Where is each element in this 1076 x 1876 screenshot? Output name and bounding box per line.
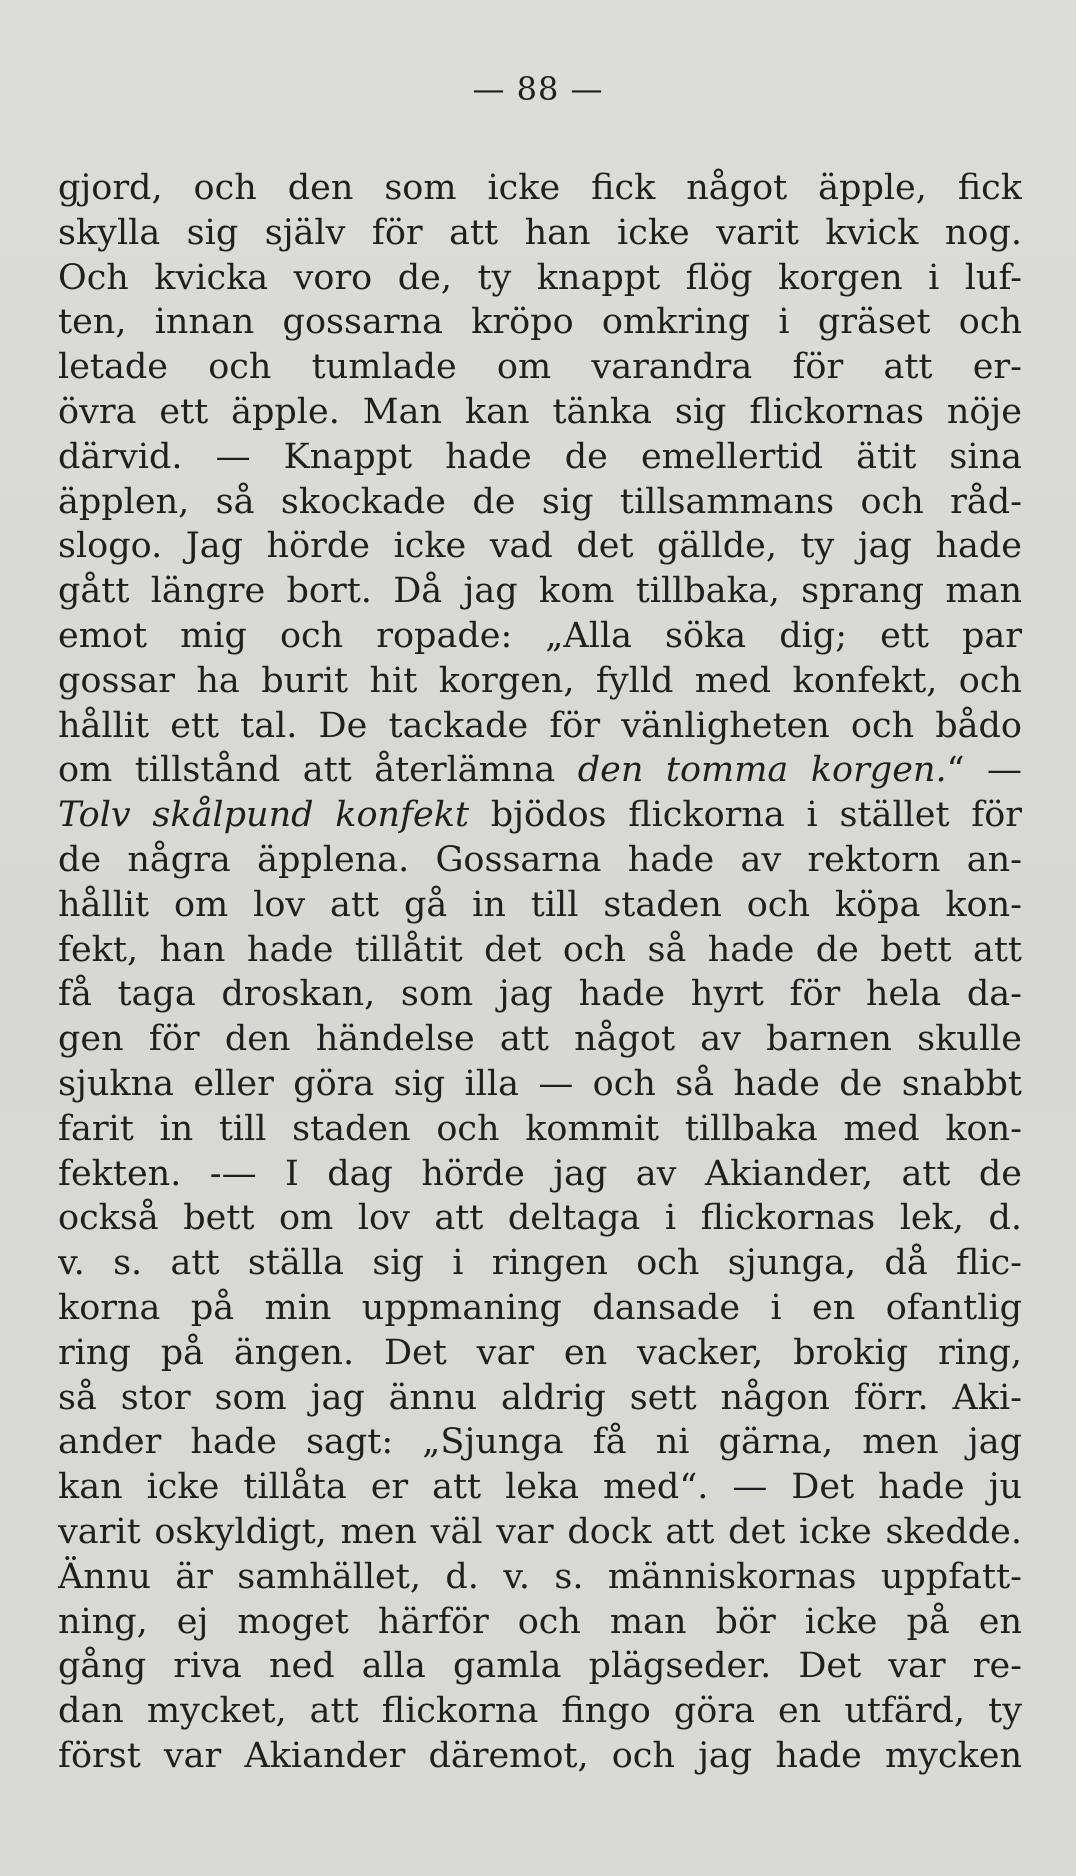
text-line: korna på min uppmaning dansade i en ofantlig: [58, 1287, 1022, 1328]
text-line: så stor som jag ännu aldrig sett någon förr. Aki-: [58, 1377, 1022, 1418]
text-line: kan icke tillåta er att leka med“. — Det hade ju: [58, 1467, 1022, 1508]
text-line: ning, ej moget härför och man bör icke på en: [58, 1601, 1022, 1642]
text-line: letade och tumlade om varandra för att er-: [58, 347, 1022, 388]
text-line-with-italic: [58, 748, 1022, 793]
text-line: emot mig och ropade: „Alla söka dig; ett par: [58, 615, 1022, 656]
text-line: äpplen, så skockade de sig tillsammans och råd-: [58, 481, 1022, 522]
text-line: gått längre bort. Då jag kom tillbaka, sprang man: [58, 571, 1022, 612]
text-line: få taga droskan, som jag hade hyrt för hela da-: [58, 974, 1022, 1015]
text-line: skylla sig själv för att han icke varit kvick nog.: [58, 212, 1022, 253]
italic-phrase: Tolv skålpund konfekt: [58, 795, 470, 836]
text-line: slogo. Jag hörde icke vad det gällde, ty jag hade: [58, 526, 1022, 567]
text-line: först var Akiander däremot, och jag hade mycken: [58, 1735, 1022, 1776]
body-text: [58, 166, 1022, 1779]
text-span: bjödos flickorna i stället för: [469, 795, 1022, 836]
text-line: ander hade sagt: „Sjunga få ni gärna, men jag: [58, 1422, 1022, 1463]
text-line: gång riva ned alla gamla plägseder. Det var re-: [58, 1646, 1022, 1687]
text-line: därvid. — Knappt hade de emellertid ätit sina: [58, 436, 1022, 477]
page-number: — 88 —: [472, 70, 604, 108]
text-line: gossar ha burit hit korgen, fylld med konfekt, och: [58, 660, 1022, 701]
text-line: fekt, han hade tillåtit det och så hade de bett att: [58, 929, 1022, 970]
text-line: hållit om lov att gå in till staden och köpa kon-: [58, 884, 1022, 925]
text-line: fekten. -— I dag hörde jag av Akiander, att de: [58, 1153, 1022, 1194]
text-line: ring på ängen. Det var en vacker, brokig ring,: [58, 1332, 1022, 1373]
text-line: de några äpplena. Gossarna hade av rektorn an-: [58, 839, 1022, 880]
text-line: dan mycket, att flickorna fingo göra en utfärd, ty: [58, 1691, 1022, 1732]
text-line: Ännu är samhället, d. v. s. människornas uppfatt-: [58, 1556, 1022, 1597]
text-span: om tillstånd att återlämna: [58, 750, 578, 791]
text-line: ten, innan gossarna kröpo omkring i gräset och: [58, 302, 1022, 343]
text-line: farit in till staden och kommit tillbaka med kon-: [58, 1108, 1022, 1149]
text-line: varit oskyldigt, men väl var dock att det icke skedde.: [58, 1511, 1022, 1552]
italic-phrase: den tomma korgen.: [577, 750, 947, 791]
text-line: övra ett äpple. Man kan tänka sig flickornas nöje: [58, 391, 1022, 432]
text-span: “ —: [946, 750, 1022, 791]
text-line: sjukna eller göra sig illa — och så hade de snabbt: [58, 1063, 1022, 1104]
text-line: hållit ett tal. De tackade för vänligheten och bådo: [58, 705, 1022, 746]
text-line: gjord, och den som icke fick något äpple, fick: [58, 168, 1022, 208]
text-line: v. s. att ställa sig i ringen och sjunga, då flic-: [58, 1243, 1022, 1284]
text-line-with-italic: [58, 793, 1022, 838]
text-line: Och kvicka voro de, ty knappt flög korgen i luf-: [58, 257, 1022, 298]
text-line: gen för den händelse att något av barnen skulle: [58, 1019, 1022, 1060]
text-line: också bett om lov att deltaga i flickornas lek, d.: [58, 1198, 1022, 1239]
